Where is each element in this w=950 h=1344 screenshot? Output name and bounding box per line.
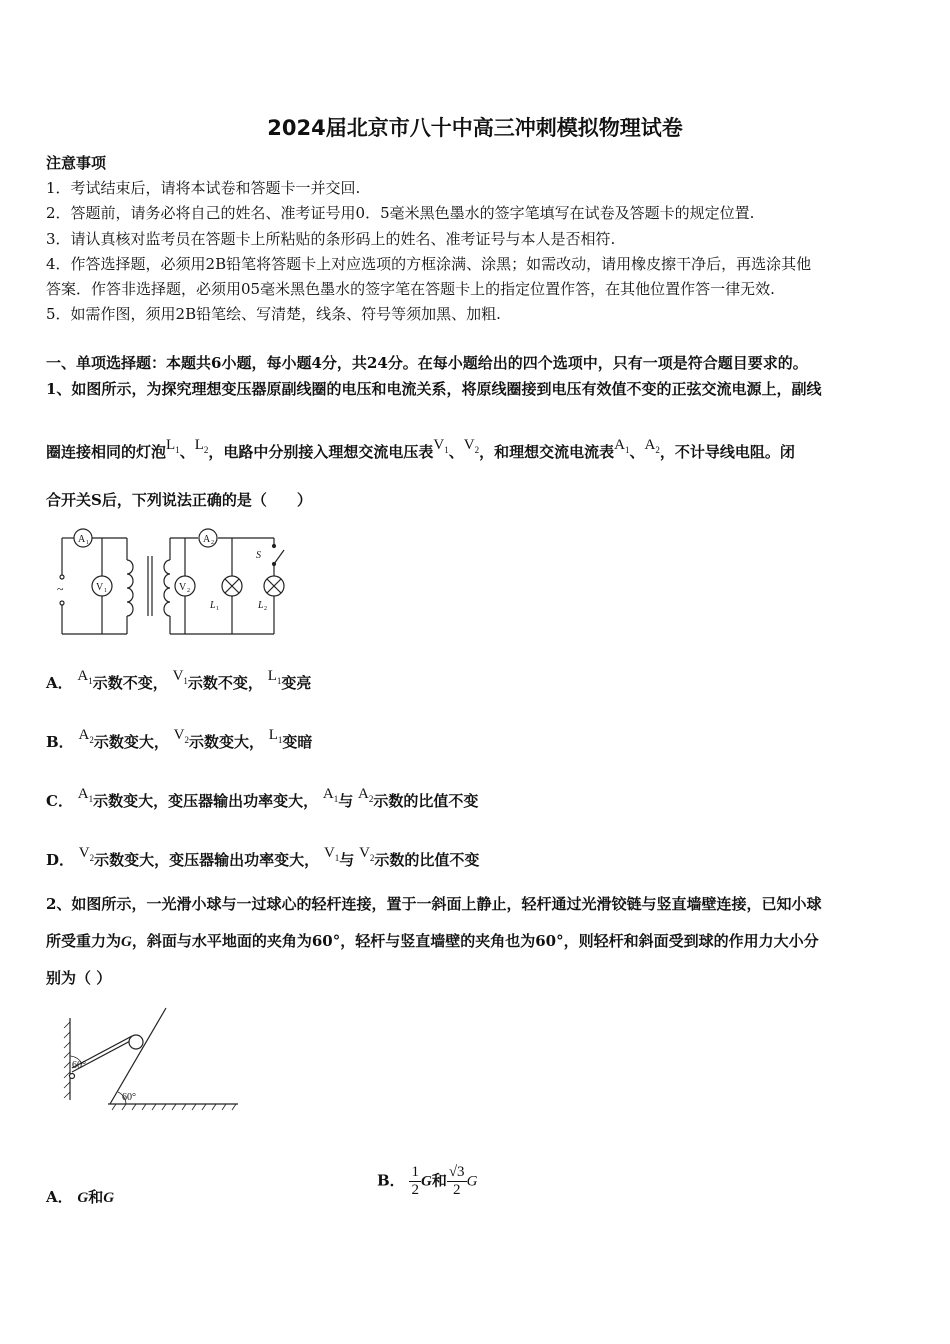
ac-source-symbol: ~	[57, 582, 64, 596]
q2-option-b[interactable]: B． $\frac{1}{2}$ G和 $\frac{√3}{2}$ G	[377, 1164, 478, 1198]
notice-item-2: 2．答题前，请务必将自己的姓名、准考证号用0．5毫米黑色墨水的签字笔填写在试卷及答题卡的规定位置.	[46, 204, 755, 222]
incline-diagram	[60, 1000, 240, 1115]
fig-label-l1-sub: 1	[216, 606, 219, 612]
symbol-g: G	[121, 934, 132, 950]
q1-option-d[interactable]: D． $V_2$示数变大，变压器输出功率变大， $V_1$与 $V_2$示数的比值不变	[46, 845, 480, 869]
option-label: A．	[46, 674, 73, 692]
option-label: D．	[46, 851, 75, 869]
fig-label-switch: S	[256, 550, 261, 561]
circuit-diagram	[52, 520, 292, 640]
q1-text: 圈连接相同的灯泡	[46, 443, 167, 461]
q1-text: 、	[448, 443, 464, 461]
notice-item-4-cont: 答案．作答非选择题，必须用05毫米黑色墨水的签字笔在答题卡上的指定位置作答，在其他位置作答一律无效.	[46, 280, 775, 298]
q2-line-3: 别为（ ）	[46, 969, 112, 987]
fig-label-l1: L	[210, 600, 216, 611]
fig-label-a2: A	[203, 534, 211, 545]
fraction-half: $\frac{1}{2}$	[411, 1164, 419, 1198]
fig-label-a2-sub: 2	[211, 540, 214, 546]
q1-text: ，不计导线电阻。闭	[659, 443, 795, 461]
symbol-l2: $L_2$	[194, 437, 209, 455]
fig-label-v1: V	[96, 582, 104, 593]
symbol-a1: $A_1$	[614, 437, 630, 455]
fraction-root3-half: $\frac{√3}{2}$	[448, 1164, 465, 1198]
q2-line-2: 所受重力为G，斜面与水平地面的夹角为60°，轻杆与竖直墙壁的夹角也为60°，则轻杆和斜面受到球的作用力大小分	[46, 932, 819, 950]
q1-text: ，电路中分别接入理想交流电压表	[208, 443, 434, 461]
notice-heading: 注意事项	[46, 154, 107, 172]
q1-option-b[interactable]: B． $A_2$示数变大， $V_2$示数变大， $L_1$变暗	[46, 727, 313, 751]
fig-label-a1-sub: 1	[86, 540, 89, 546]
q1-text: 、	[629, 443, 645, 461]
notice-item-3: 3．请认真核对监考员在答题卡上所粘贴的条形码上的姓名、准考证号与本人是否相符.	[46, 230, 616, 248]
option-label: B．	[377, 1171, 405, 1190]
ball	[129, 1035, 143, 1049]
symbol-l1: $L_1$	[166, 437, 180, 455]
q2-line-1: 2、如图所示，一光滑小球与一过球心的轻杆连接，置于一斜面上静止，轻杆通过光滑铰链与竖直墙壁连接，已知小球	[46, 895, 822, 913]
notice-item-5: 5．如需作图，须用2B铅笔绘、写清楚，线条、符号等须加黑、加粗.	[46, 305, 501, 323]
fig-label-l2: L	[258, 600, 264, 611]
option-label: B．	[46, 733, 74, 751]
fig-label-l2-sub: 2	[264, 606, 267, 612]
q1-option-a[interactable]: A． $A_1$示数不变， $V_1$示数不变， $L_1$变亮	[46, 668, 312, 692]
page-title: 2024届北京市八十中高三冲刺模拟物理试卷	[267, 116, 683, 140]
fig-label-v1-sub: 1	[104, 588, 107, 594]
section-heading: 一、单项选择题：本题共6小题，每小题4分，共24分。在每小题给出的四个选项中，只有一项是符合题目要求的。	[46, 354, 808, 372]
fig-label-v2: V	[179, 582, 187, 593]
q1-line-1: 1、如图所示，为探究理想变压器原副线圈的电压和电流关系，将原线圈接到电压有效值不变的正弦交流电源上，副线	[46, 380, 822, 398]
notice-item-1: 1．考试结束后，请将本试卷和答题卡一并交回.	[46, 179, 361, 197]
q1-line-3: 合开关S后，下列说法正确的是（ ）	[46, 491, 312, 509]
symbol-a2: $A_2$	[644, 437, 660, 455]
fig-label-v2-sub: 2	[187, 588, 190, 594]
angle-label-wall: 60°	[72, 1060, 86, 1071]
q1-line-2	[46, 437, 795, 462]
q1-option-c[interactable]: C． $A_1$示数变大，变压器输出功率变大， $A_1$与 $A_2$示数的比值不变	[46, 786, 479, 810]
option-label: C．	[46, 792, 73, 810]
q1-text: 、	[179, 443, 195, 461]
fig-label-a1: A	[78, 534, 86, 545]
notice-item-4: 4．作答选择题，必须用2B铅笔将答题卡上对应选项的方框涂满、涂黑；如需改动，请用橡皮擦干净后，再选涂其他	[46, 255, 812, 273]
angle-label-ground: 60°	[122, 1092, 136, 1103]
symbol-v2: $V_2$	[463, 437, 480, 455]
symbol-v1: $V_1$	[433, 437, 449, 455]
q1-text: ，和理想交流电流表	[479, 443, 615, 461]
q2-option-a[interactable]: A． G和G	[46, 1188, 115, 1206]
option-label: A．	[46, 1188, 73, 1206]
